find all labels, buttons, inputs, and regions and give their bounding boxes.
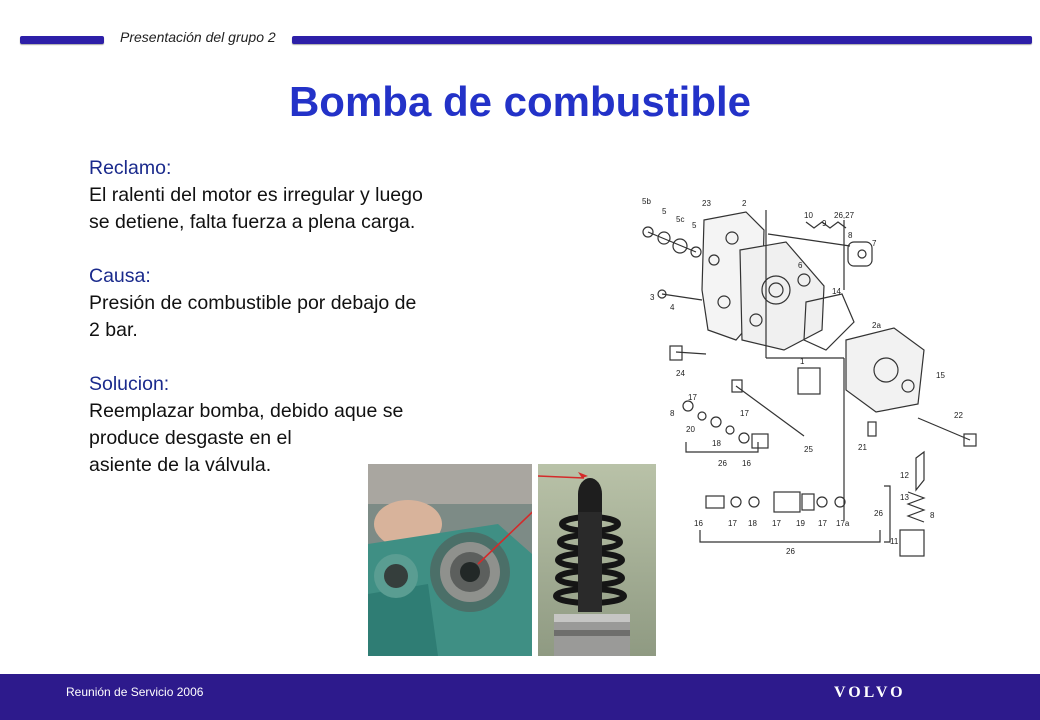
diagram-label: 8 (670, 409, 675, 418)
diagram-label: 18 (712, 439, 721, 448)
solucion-line-1: Reemplazar bomba, debido aque se (89, 400, 404, 422)
diagram-label: 26 (786, 547, 795, 556)
diagram-label: 11 (890, 537, 899, 546)
diagram-label: 26,27 (834, 211, 855, 220)
diagram-label: 5c (676, 215, 685, 224)
diagram-label: 2 (742, 199, 747, 208)
causa-label: Causa: (89, 265, 151, 287)
solucion-line-2: produce desgaste en el (89, 427, 292, 449)
footer-text: Reunión de Servicio 2006 (66, 685, 204, 699)
diagram-label: 5b (642, 197, 651, 206)
diagram-label: 9 (822, 219, 827, 228)
diagram-label: 6 (798, 261, 803, 270)
reclamo-line-1: El ralenti del motor es irregular y luego (89, 184, 423, 206)
diagram-label: 26 (718, 459, 727, 468)
diagram-label: 18 (748, 519, 757, 528)
causa-line-2: 2 bar. (89, 319, 138, 341)
diagram-label: 5 (692, 221, 697, 230)
diagram-label: 19 (796, 519, 805, 528)
diagram-label: 16 (694, 519, 703, 528)
reclamo-label: Reclamo: (89, 157, 172, 179)
diagram-label: 17a (836, 519, 850, 528)
diagram-label: 5 (662, 207, 667, 216)
diagram-label: 1 (800, 357, 805, 366)
diagram-label: 13 (900, 493, 909, 502)
solucion-line-3: asiente de la válvula. (89, 454, 272, 476)
diagram-label: 24 (676, 369, 685, 378)
diagram-label: 17 (688, 393, 697, 402)
diagram-label: 17 (740, 409, 749, 418)
diagram-label: 8 (930, 511, 935, 520)
solucion-label: Solucion: (89, 373, 170, 395)
fuel-pump-exploded-diagram (636, 190, 982, 570)
diagram-label: 10 (804, 211, 813, 220)
diagram-label: 16 (742, 459, 751, 468)
diagram-label: 8 (848, 231, 853, 240)
diagram-label: 20 (686, 425, 695, 434)
diagram-label: 17 (772, 519, 781, 528)
diagram-label: 2a (872, 321, 881, 330)
diagram-label: 12 (900, 471, 909, 480)
valve-seat-photo (368, 464, 532, 656)
diagram-label: 17 (818, 519, 827, 528)
volvo-logo: VOLVO (834, 684, 906, 701)
diagram-label: 14 (832, 287, 841, 296)
reclamo-line-2: se detiene, falta fuerza a plena carga. (89, 211, 416, 233)
header-bar-right (292, 36, 1032, 44)
diagram-label: 21 (858, 443, 867, 452)
diagram-label: 23 (702, 199, 711, 208)
diagram-label: 25 (804, 445, 813, 454)
diagram-label: 4 (670, 303, 675, 312)
slide-title: Bomba de combustible (288, 78, 752, 125)
diagram-label: 15 (936, 371, 945, 380)
diagram-label: 17 (728, 519, 737, 528)
diagram-label: 26 (874, 509, 883, 518)
diagram-label: 7 (872, 239, 877, 248)
causa-line-1: Presión de combustible por debajo de (89, 292, 417, 314)
spring-valve-photo (538, 464, 656, 656)
diagram-label: 3 (650, 293, 655, 302)
header-text: Presentación del grupo 2 (120, 29, 276, 45)
body-text (89, 155, 509, 479)
diagram-label: 22 (954, 411, 963, 420)
header-bar-left (20, 36, 104, 44)
